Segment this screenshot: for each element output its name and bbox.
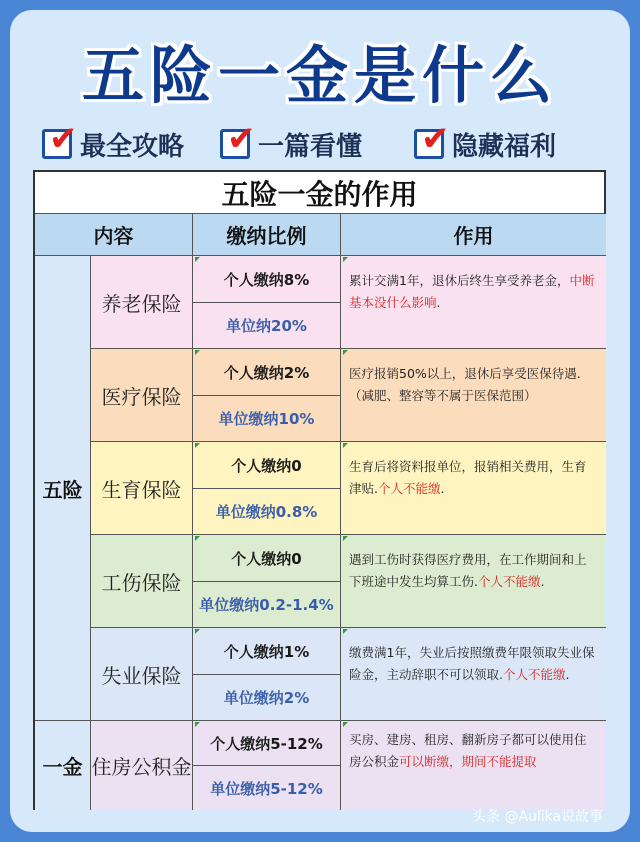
cell-corner-mark bbox=[195, 629, 200, 634]
description-text: 缴费满1年，失业后按照缴费年限领取失业保险金，主动辞职不可以领取. bbox=[349, 645, 595, 682]
page-title: 五险一金是什么 bbox=[81, 39, 558, 112]
description-highlight: 中断基本没什么影响 bbox=[349, 273, 595, 310]
description-highlight: 个人不能缴 bbox=[502, 667, 566, 682]
row-description bbox=[341, 442, 606, 535]
header-content: 内容 bbox=[35, 214, 193, 256]
description-tail: . bbox=[540, 574, 545, 589]
insurance-table bbox=[33, 170, 606, 810]
company-rate: 单位缴纳0.2-1.4% bbox=[193, 582, 341, 628]
company-rate: 单位缴纳2% bbox=[193, 675, 341, 721]
personal-rate: 个人缴纳1% bbox=[193, 628, 341, 675]
group-one: 一金 bbox=[35, 721, 91, 810]
row-description bbox=[341, 535, 606, 628]
group-five: 五险 bbox=[35, 256, 91, 721]
cell-corner-mark bbox=[343, 536, 348, 541]
description-highlight: 个人不能缴 bbox=[377, 481, 441, 496]
description-tail: . bbox=[565, 667, 570, 682]
personal-rate: 个人缴纳0 bbox=[193, 442, 341, 489]
badge-label: 一篇看懂 bbox=[258, 131, 363, 162]
row-name: 工伤保险 bbox=[91, 535, 193, 628]
watermark: 头条 @Aulika说故事 bbox=[472, 809, 604, 825]
cell-corner-mark bbox=[195, 257, 200, 262]
cell-corner-mark bbox=[343, 722, 348, 727]
description-highlight: 可以断缴，期间不能提取 bbox=[399, 754, 537, 769]
row-name: 失业保险 bbox=[91, 628, 193, 721]
cell-corner-mark bbox=[195, 722, 200, 727]
table-title: 五险一金的作用 bbox=[35, 172, 604, 214]
cell-corner-mark bbox=[343, 350, 348, 355]
personal-rate: 个人缴纳0 bbox=[193, 535, 341, 582]
row-name: 养老保险 bbox=[91, 256, 193, 349]
badge-1 bbox=[42, 119, 185, 163]
cell-corner-mark bbox=[195, 536, 200, 541]
description-tail: . bbox=[436, 295, 441, 310]
row-description bbox=[341, 349, 606, 442]
description-text: 累计交满1年，退休后终生享受养老金， bbox=[349, 273, 570, 288]
row-name: 住房公积金 bbox=[91, 721, 193, 810]
header-rate: 缴纳比例 bbox=[193, 214, 341, 256]
row-name: 生育保险 bbox=[91, 442, 193, 535]
company-rate: 单位缴纳10% bbox=[193, 396, 341, 442]
company-rate: 单位缴纳5-12% bbox=[193, 766, 341, 810]
row-name: 医疗保险 bbox=[91, 349, 193, 442]
cell-corner-mark bbox=[195, 443, 200, 448]
badge-2 bbox=[220, 119, 363, 163]
badge-bar bbox=[28, 120, 612, 168]
company-rate: 单位纳20% bbox=[193, 303, 341, 349]
row-description bbox=[341, 721, 606, 810]
description-tail: . bbox=[440, 481, 445, 496]
description-text: 买房、建房、租房、翻新房子都可以使用住房公积金 bbox=[349, 732, 587, 769]
description-text: 生育后将资料报单位，报销相关费用，生育津贴. bbox=[349, 459, 587, 496]
checkbox-icon: ✔ bbox=[414, 129, 444, 159]
row-description bbox=[341, 628, 606, 721]
header-effect: 作用 bbox=[341, 214, 606, 256]
checkbox-icon: ✔ bbox=[220, 129, 250, 159]
personal-rate: 个人缴纳2% bbox=[193, 349, 341, 396]
description-highlight: 个人不能缴 bbox=[477, 574, 541, 589]
cell-corner-mark bbox=[343, 629, 348, 634]
description-text: 遇到工伤时获得医疗费用，在工作期间和上下班途中发生均算工伤. bbox=[349, 552, 587, 589]
cell-corner-mark bbox=[343, 257, 348, 262]
badge-label: 隐藏福利 bbox=[452, 131, 557, 162]
checkbox-icon: ✔ bbox=[42, 129, 72, 159]
cell-corner-mark bbox=[343, 443, 348, 448]
company-rate: 单位缴纳0.8% bbox=[193, 489, 341, 535]
badge-label: 最全攻略 bbox=[80, 131, 185, 162]
personal-rate: 个人缴纳5-12% bbox=[193, 721, 341, 766]
personal-rate: 个人缴纳8% bbox=[193, 256, 341, 303]
description-text: 医疗报销50%以上，退休后享受医保待遇.（减肥、整容等不属于医保范围） bbox=[349, 366, 581, 403]
row-description bbox=[341, 256, 606, 349]
badge-3 bbox=[414, 119, 557, 163]
cell-corner-mark bbox=[195, 350, 200, 355]
